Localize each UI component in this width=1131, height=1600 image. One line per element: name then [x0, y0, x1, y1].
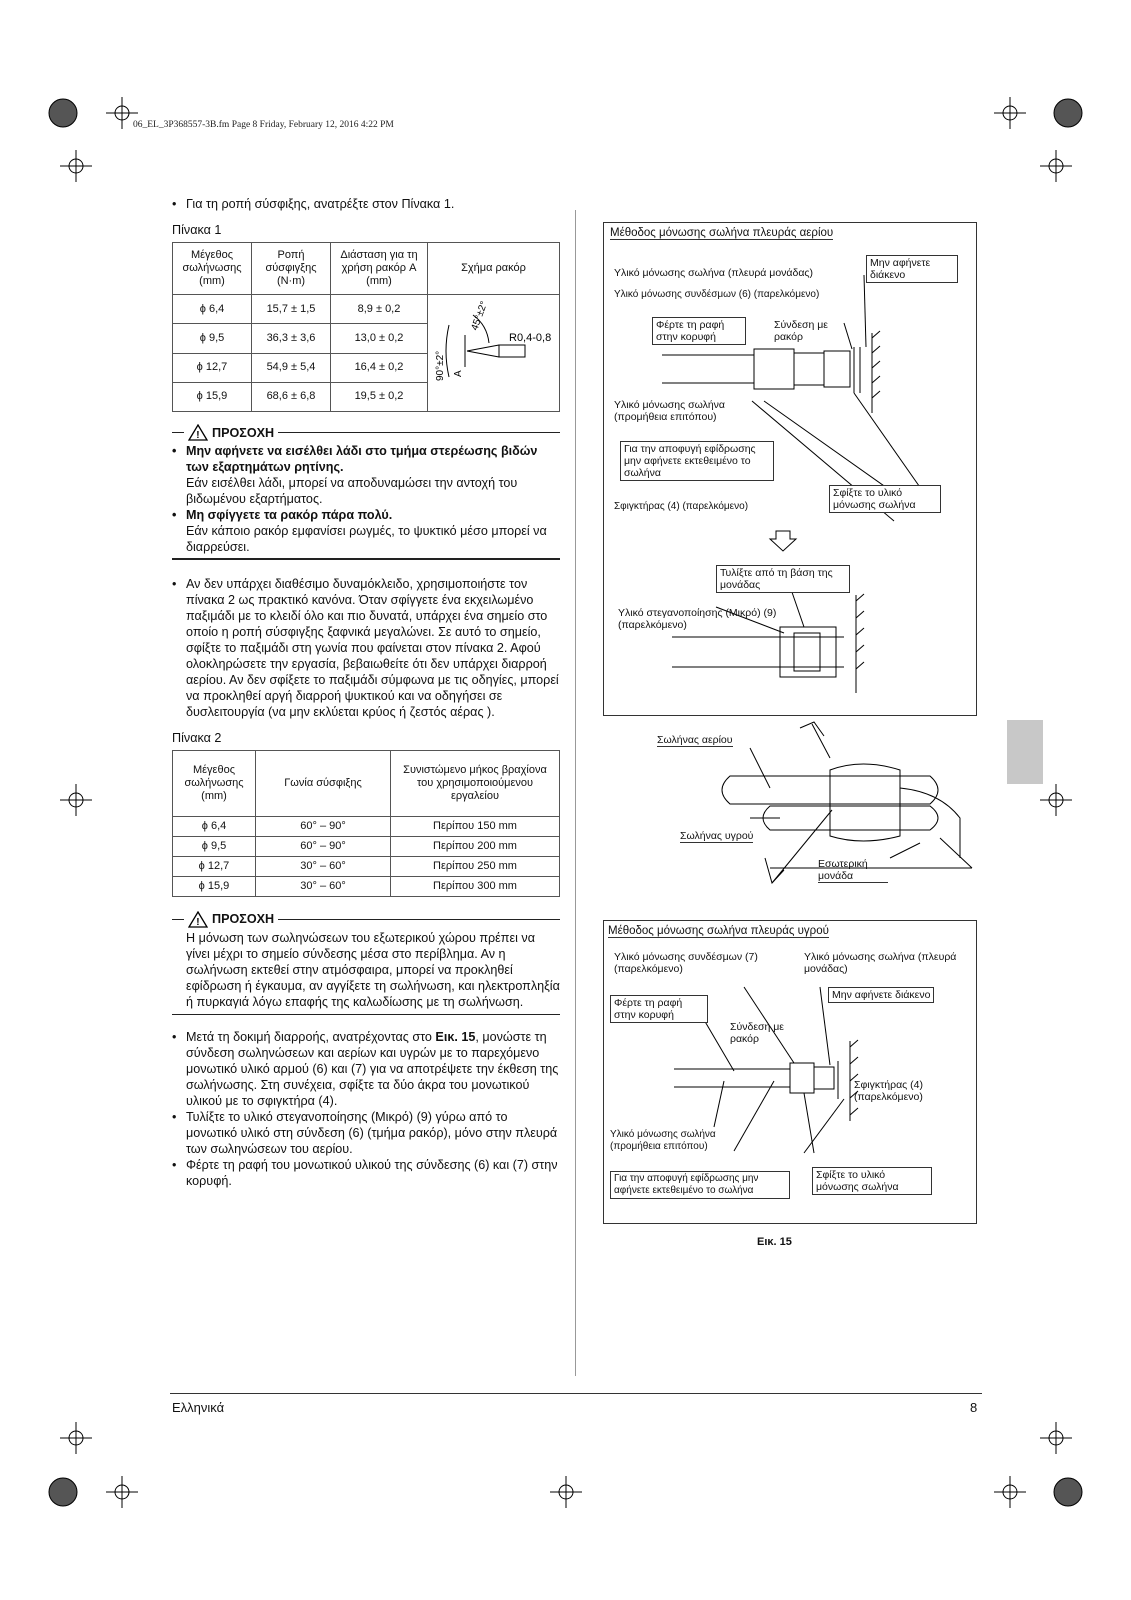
liquid-label-5: Σύνδεση με ρακόρ [730, 1021, 784, 1045]
final-bullet-2: • Τυλίξτε το υλικό στεγανοποίησης (Μικρό) (9) γύρω από το μονωτικό υλικό στη σύνδεση (6) (τμήμα ρακόρ), μόνο στην πλευρά των σωληνώσεων του αερίου. [172, 1109, 560, 1157]
t1-cell: 54,9 ± 5,4 [252, 353, 331, 382]
angle45-label: 45°±2° [468, 299, 490, 333]
t2-cell: 60° – 90° [256, 836, 391, 856]
t1-cell: 16,4 ± 0,2 [331, 353, 428, 382]
gas-label-8: Σφιγκτήρας (4) (παρελκόμενο) [614, 501, 749, 512]
left-column [172, 196, 560, 1189]
caution-bold-2: • Μη σφίγγετε τα ρακόρ πάρα πολύ. [172, 507, 560, 523]
t1-cell: 13,0 ± 0,2 [331, 324, 428, 353]
t1-cell: 15,7 ± 1,5 [252, 295, 331, 324]
gas-label-6: Υλικό μόνωσης σωλήνα (προμήθεια επιτόπου) [614, 399, 725, 423]
a-label: A [452, 370, 464, 377]
liquid-label-1: Υλικό μόνωσης συνδέσμων (7) (παρελκόμενο) [614, 951, 758, 975]
file-header: 06_EL_3P368557-3B.fm Page 8 Friday, February 12, 2016 4:22 PM [133, 120, 394, 130]
gas-label-2: Υλικό μόνωσης συνδέσμων (6) (παρελκόμενο) [614, 289, 820, 300]
liquid-label-8: Για την αποφυγή εφίδρωσης μην αφήνετε εκτεθειμένο το σωλήνα [610, 1171, 790, 1199]
t2-cell: Περίπου 250 mm [391, 856, 560, 876]
t2-cell: 30° – 60° [256, 876, 391, 896]
footer-language: Ελληνικά [172, 1400, 225, 1415]
t2-cell: Περίπου 150 mm [391, 816, 560, 836]
t2-cell: ϕ 6,4 [173, 816, 256, 836]
liquid-label-4: Φέρτε τη ραφή στην κορυφή [610, 995, 708, 1023]
liquid-label-3: Μην αφήνετε διάκενο [828, 987, 934, 1003]
caution-text-1: Εάν εισέλθει λάδι, μπορεί να αποδυναμώσει την αντοχή του βιδωμένου εξαρτήματος. [186, 476, 518, 506]
t1-cell: 36,3 ± 3,6 [252, 324, 331, 353]
intro-bullet: • Για τη ροπή σύσφιξης, ανατρέξτε στον Πίνακα 1. [172, 196, 560, 212]
warning-icon [188, 424, 208, 441]
t2-header: Συνιστώμενο μήκος βραχίονα του χρησιμοποιούμενου εργαλείου [391, 750, 560, 816]
t1-cell: ϕ 6,4 [173, 295, 252, 324]
table2-title: Πίνακα 2 [172, 730, 222, 745]
t1-cell: 68,6 ± 6,8 [252, 382, 331, 411]
warning-icon [188, 911, 208, 928]
pipe-connection-drawing [600, 718, 980, 918]
angle90-label: 90°±2° [434, 350, 446, 381]
gas-label-4: Φέρτε τη ραφή στην κορυφή [652, 317, 746, 345]
indoor-unit-label: Εσωτερική μονάδα [818, 858, 888, 883]
table2 [172, 750, 560, 897]
gas-label-3: Μην αφήνετε διάκενο [866, 255, 958, 283]
language-tab [1007, 720, 1043, 784]
table1-title: Πίνακα 1 [172, 223, 222, 237]
liquid-label-2: Υλικό μόνωσης σωλήνα (πλευρά μονάδας) [804, 951, 957, 975]
t2-cell: 60° – 90° [256, 816, 391, 836]
caution-bold-1: • Μην αφήνετε να εισέλθει λάδι στο τμήμα στερέωσης βιδών των εξαρτημάτων ρητίνης. [172, 443, 560, 475]
figure-caption: Εικ. 15 [757, 1236, 792, 1248]
t2-cell: Περίπου 300 mm [391, 876, 560, 896]
liquid-label-7: Υλικό μόνωσης σωλήνα (προμήθεια επιτόπου) [610, 1129, 716, 1152]
svg-text:!: ! [196, 916, 200, 928]
flare-shape-drawing [429, 295, 559, 407]
caution-block-2 [172, 911, 560, 1016]
liquid-panel-title: Μέθοδος μόνωσης σωλήνα πλευράς υγρού [608, 925, 829, 937]
wrench-bullet: • Αν δεν υπάρχει διαθέσιμο δυναμόκλειδο, χρησιμοποιήστε τον πίνακα 2 ως πρακτικό κανόνα. Όταν σφίγγετε ένα εκχειλωμένο παξιμάδι με το κλειδί όλο και πιο δυνατά, υπάρχει ένα σημείο στο οποίο η ροπή σύσφιγξης ξαφνικά μεγαλώνει. Σε αυτό το σημείο, σφίξτε το παξιμάδι στη γωνία που φαίνεται στον πίνακα 2. Αφού ολοκληρώσετε την εργασία, βεβαιωθείτε ότι δεν υπάρχει διαρροή αερίου. Αν δεν σφίξετε το παξιμάδι σύμφωνα με τις οδηγίες, μπορεί να προκληθεί αργή διαρροή ψυκτικού και να οδηγήσει σε δυσλειτουργία (να μην εκλύεται κρύος ή ζεστός αέρας ). [172, 576, 560, 720]
t2-header: Γωνία σύσφιξης [256, 750, 391, 816]
caution-rule [172, 558, 560, 560]
gas-label-10: Τυλίξτε από τη βάση της μονάδας [716, 565, 850, 593]
caution-heading [172, 911, 560, 928]
t2-cell: Περίπου 200 mm [391, 836, 560, 856]
caution-heading [172, 424, 560, 441]
t1-header: Μέγεθος σωλήνωσης (mm) [173, 243, 252, 295]
radius-label: R0,4-0,8 [508, 332, 551, 344]
t2-cell: 30° – 60° [256, 856, 391, 876]
gas-side-panel [603, 222, 977, 716]
t2-cell: ϕ 9,5 [173, 836, 256, 856]
final-bullet-1: • Μετά τη δοκιμή διαρροής, ανατρέχοντας στο Εικ. 15, μονώστε τη σύνδεση σωληνώσεων και αερίων και υγρών με το παρεχόμενο μονωτικό υλικό αρμού (6) και (7) για να αποτρέψετε την έκθεση της σωλήνωσης. Στη συνέχεια, σφίξτε τα δύο άκρα του μονωτικού υλικού με το σφιγκτήρα (4). [172, 1029, 560, 1109]
t2-cell: ϕ 12,7 [173, 856, 256, 876]
svg-text:!: ! [196, 430, 200, 441]
caution-text-2: Εάν κάποιο ρακόρ εμφανίσει ρωγμές, το ψυκτικό μέσο μπορεί να διαρρεύσει. [186, 524, 547, 554]
liquid-label-6: Σφιγκτήρας (4) (παρελκόμενο) [854, 1079, 923, 1103]
final-bullet-3: • Φέρτε τη ραφή του μονωτικού υλικού της σύνδεσης (6) και (7) στην κορυφή. [172, 1157, 560, 1189]
t1-cell: ϕ 15,9 [173, 382, 252, 411]
gas-label-1: Υλικό μόνωσης σωλήνα (πλευρά μονάδας) [614, 267, 813, 279]
liquid-pipe-label: Σωλήνας υγρού [680, 830, 754, 842]
footer-rule [170, 1393, 982, 1394]
caution-title: ΠΡΟΣΟΧΗ [212, 425, 275, 440]
column-divider [575, 210, 576, 1376]
t2-header: Μέγεθος σωλήνωσης (mm) [173, 750, 256, 816]
flare-shape-cell [428, 295, 560, 412]
t1-header: Ροπή σύσφιγξης (N·m) [252, 243, 331, 295]
t1-header: Σχήμα ρακόρ [428, 243, 560, 295]
gas-label-9: Σφίξτε το υλικό μόνωσης σωλήνα [829, 485, 941, 513]
gas-label-11: Υλικό στεγανοποίησης (Μικρό) (9) (παρελκόμενο) [618, 607, 777, 631]
t2-cell: ϕ 15,9 [173, 876, 256, 896]
gas-pipe-label: Σωλήνας αερίου [657, 734, 733, 746]
caution-title: ΠΡΟΣΟΧΗ [212, 912, 275, 926]
t1-header: Διάσταση για τη χρήση ρακόρ A (mm) [331, 243, 428, 295]
caution-text: Η μόνωση των σωληνώσεων του εξωτερικού χώρου πρέπει να γίνει μέχρι το σημείο σύνδεσης μέσα στο περίβλημα. Αν η σωλήνωση εκτεθεί στην ατμόσφαιρα, μπορεί να προκληθεί εφίδρωση ή έγκαυμα, αν αγγίξετε τη σωλήνωση, και ηλεκτροπληξία ή πυρκαγιά λόγω επαφής της καλωδίωσης με τη σωλήνωση. [186, 930, 560, 1009]
page-number: 8 [970, 1400, 978, 1415]
t1-cell: ϕ 12,7 [173, 353, 252, 382]
liquid-label-9: Σφίξτε το υλικό μόνωσης σωλήνα [812, 1167, 932, 1195]
caution-rule [172, 1014, 560, 1016]
t1-cell: 19,5 ± 0,2 [331, 382, 428, 411]
t1-cell: 8,9 ± 0,2 [331, 295, 428, 324]
table1 [172, 242, 560, 412]
t1-cell: ϕ 9,5 [173, 324, 252, 353]
gas-label-7: Για την αποφυγή εφίδρωσης μην αφήνετε εκτεθειμένο το σωλήνα [620, 441, 774, 481]
caution-block-1 [172, 424, 560, 560]
gas-label-5: Σύνδεση με ρακόρ [774, 319, 828, 343]
liquid-side-panel [603, 920, 977, 1224]
gas-panel-title: Μέθοδος μόνωσης σωλήνα πλευράς αερίου [610, 227, 834, 239]
